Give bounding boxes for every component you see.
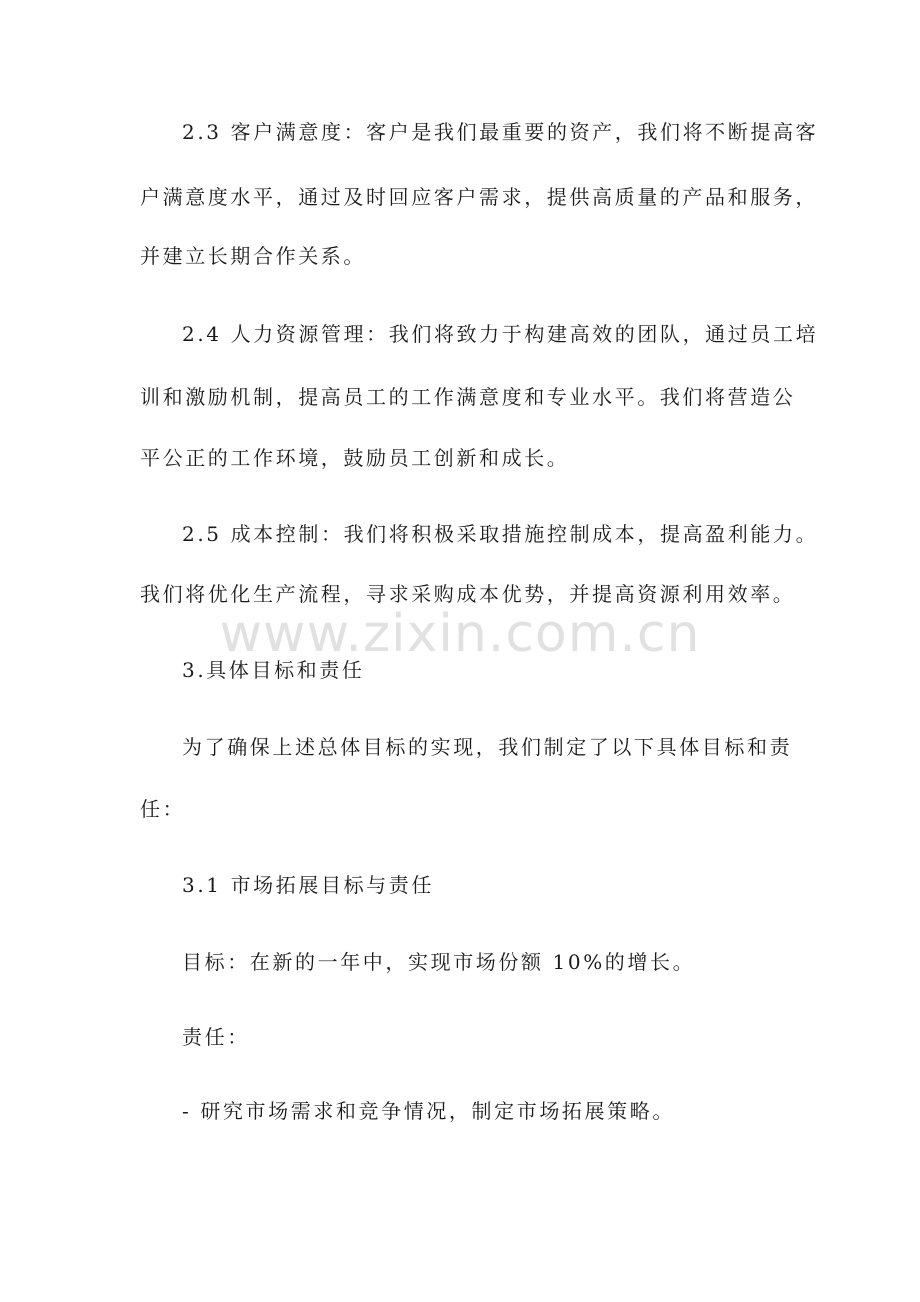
- paragraph-3-intro-line-2: 任：: [140, 797, 186, 821]
- section-3-heading: 3.具体目标和责任: [182, 658, 365, 682]
- section-3-1-heading: 3.1 市场拓展目标与责任: [182, 873, 434, 897]
- paragraph-3-intro-line-1: 为了确保上述总体目标的实现，我们制定了以下具体目标和责: [182, 735, 793, 759]
- paragraph-2-5-line-2: 我们将优化生产流程，寻求采购成本优势，并提高资源利用效率。: [140, 582, 796, 606]
- paragraph-2-3-line-2: 户满意度水平，通过及时回应客户需求，提供高质量的产品和服务，: [140, 185, 818, 209]
- paragraph-2-5-line-1: 2.5 成本控制：我们将积极采取措施控制成本，提高盈利能力。: [182, 522, 819, 546]
- goal-line: 目标：在新的一年中，实现市场份额 10%的增长。: [182, 950, 696, 974]
- paragraph-2-3-line-3: 并建立长期合作关系。: [140, 244, 366, 268]
- paragraph-2-4-line-1: 2.4 人力资源管理：我们将致力于构建高效的团队，通过员工培: [182, 322, 819, 346]
- paragraph-2-4-line-2: 训和激励机制，提高员工的工作满意度和专业水平。我们将营造公: [140, 385, 796, 409]
- responsibility-label: 责任：: [182, 1025, 250, 1049]
- responsibility-item-1: - 研究市场需求和竞争情况，制定市场拓展策略。: [182, 1099, 675, 1123]
- watermark: www.zixin.com.cn: [219, 604, 701, 664]
- paragraph-2-4-line-3: 平公正的工作环境，鼓励员工创新和成长。: [140, 446, 570, 470]
- paragraph-2-3-line-1: 2.3 客户满意度：客户是我们最重要的资产，我们将不断提高客: [182, 120, 819, 144]
